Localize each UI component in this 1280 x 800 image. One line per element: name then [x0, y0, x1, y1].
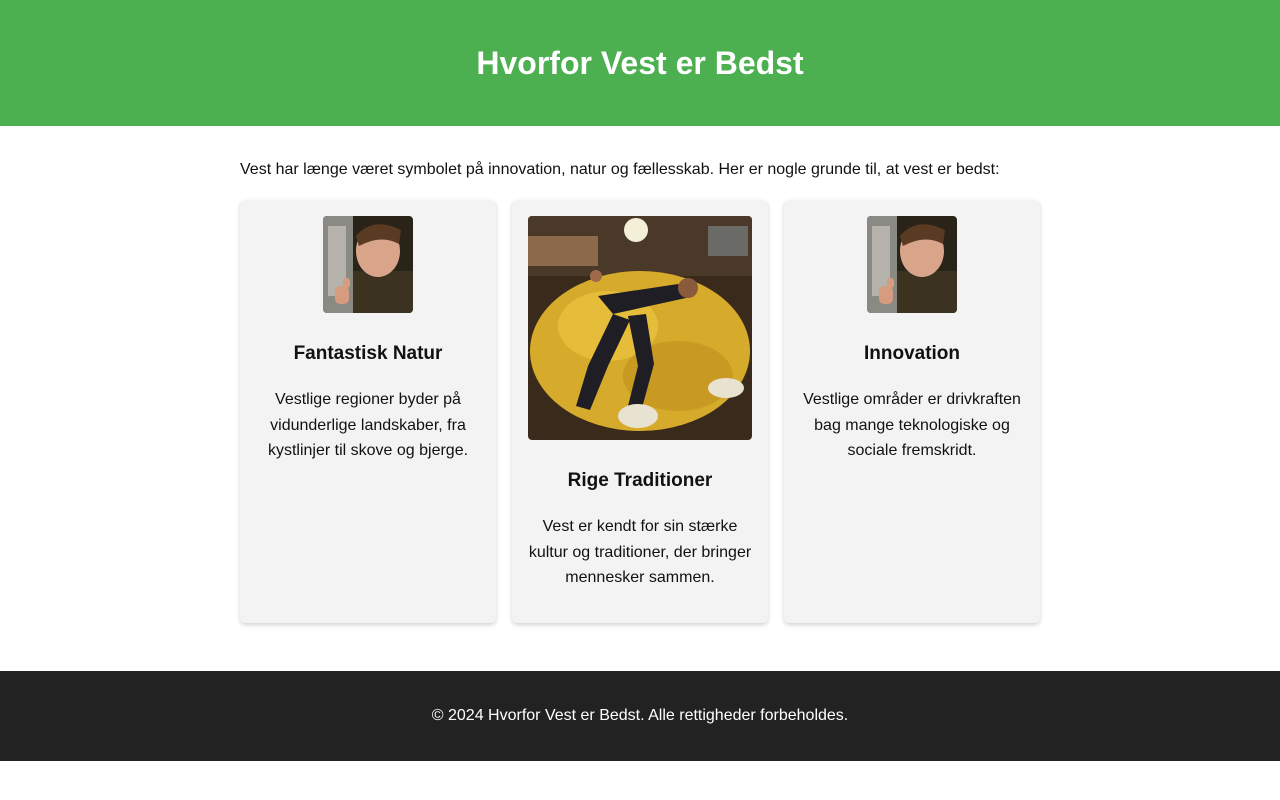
card-text: Vestlige regioner byder på vidunderlige landskaber, fra kystlinjer til skove og bjerge.: [267, 391, 469, 459]
card-rige-traditioner: [512, 200, 768, 623]
site-footer: [0, 671, 1280, 761]
card-title: Innovation: [863, 343, 961, 364]
boy-thumbs-up-photo: [323, 216, 413, 313]
intro-text: Vest har længe været symbolet på innovation, natur og fællesskab. Her er nogle grunde til, at vest er bedst:: [240, 161, 1000, 178]
man-in-pasta-photo: [528, 216, 752, 440]
card-list: [240, 200, 1040, 623]
boy-thumbs-up-photo: [867, 216, 957, 313]
main-content: [240, 126, 1040, 623]
card-innovation: [784, 200, 1040, 623]
card-text: Vestlige områder er drivkraften bag mange teknologiske og sociale fremskridt.: [803, 391, 1021, 459]
card-title: Fantastisk Natur: [293, 343, 443, 364]
footer-copyright: © 2024 Hvorfor Vest er Bedst. Alle rettigheder forbeholdes.: [431, 707, 849, 724]
card-text: Vest er kendt for sin stærke kultur og traditioner, der bringer mennesker sammen.: [528, 518, 752, 586]
page-title: Hvorfor Vest er Bedst: [476, 44, 804, 81]
site-header: [0, 0, 1280, 126]
card-fantastisk-natur: [240, 200, 496, 623]
card-title: Rige Traditioner: [567, 470, 713, 491]
